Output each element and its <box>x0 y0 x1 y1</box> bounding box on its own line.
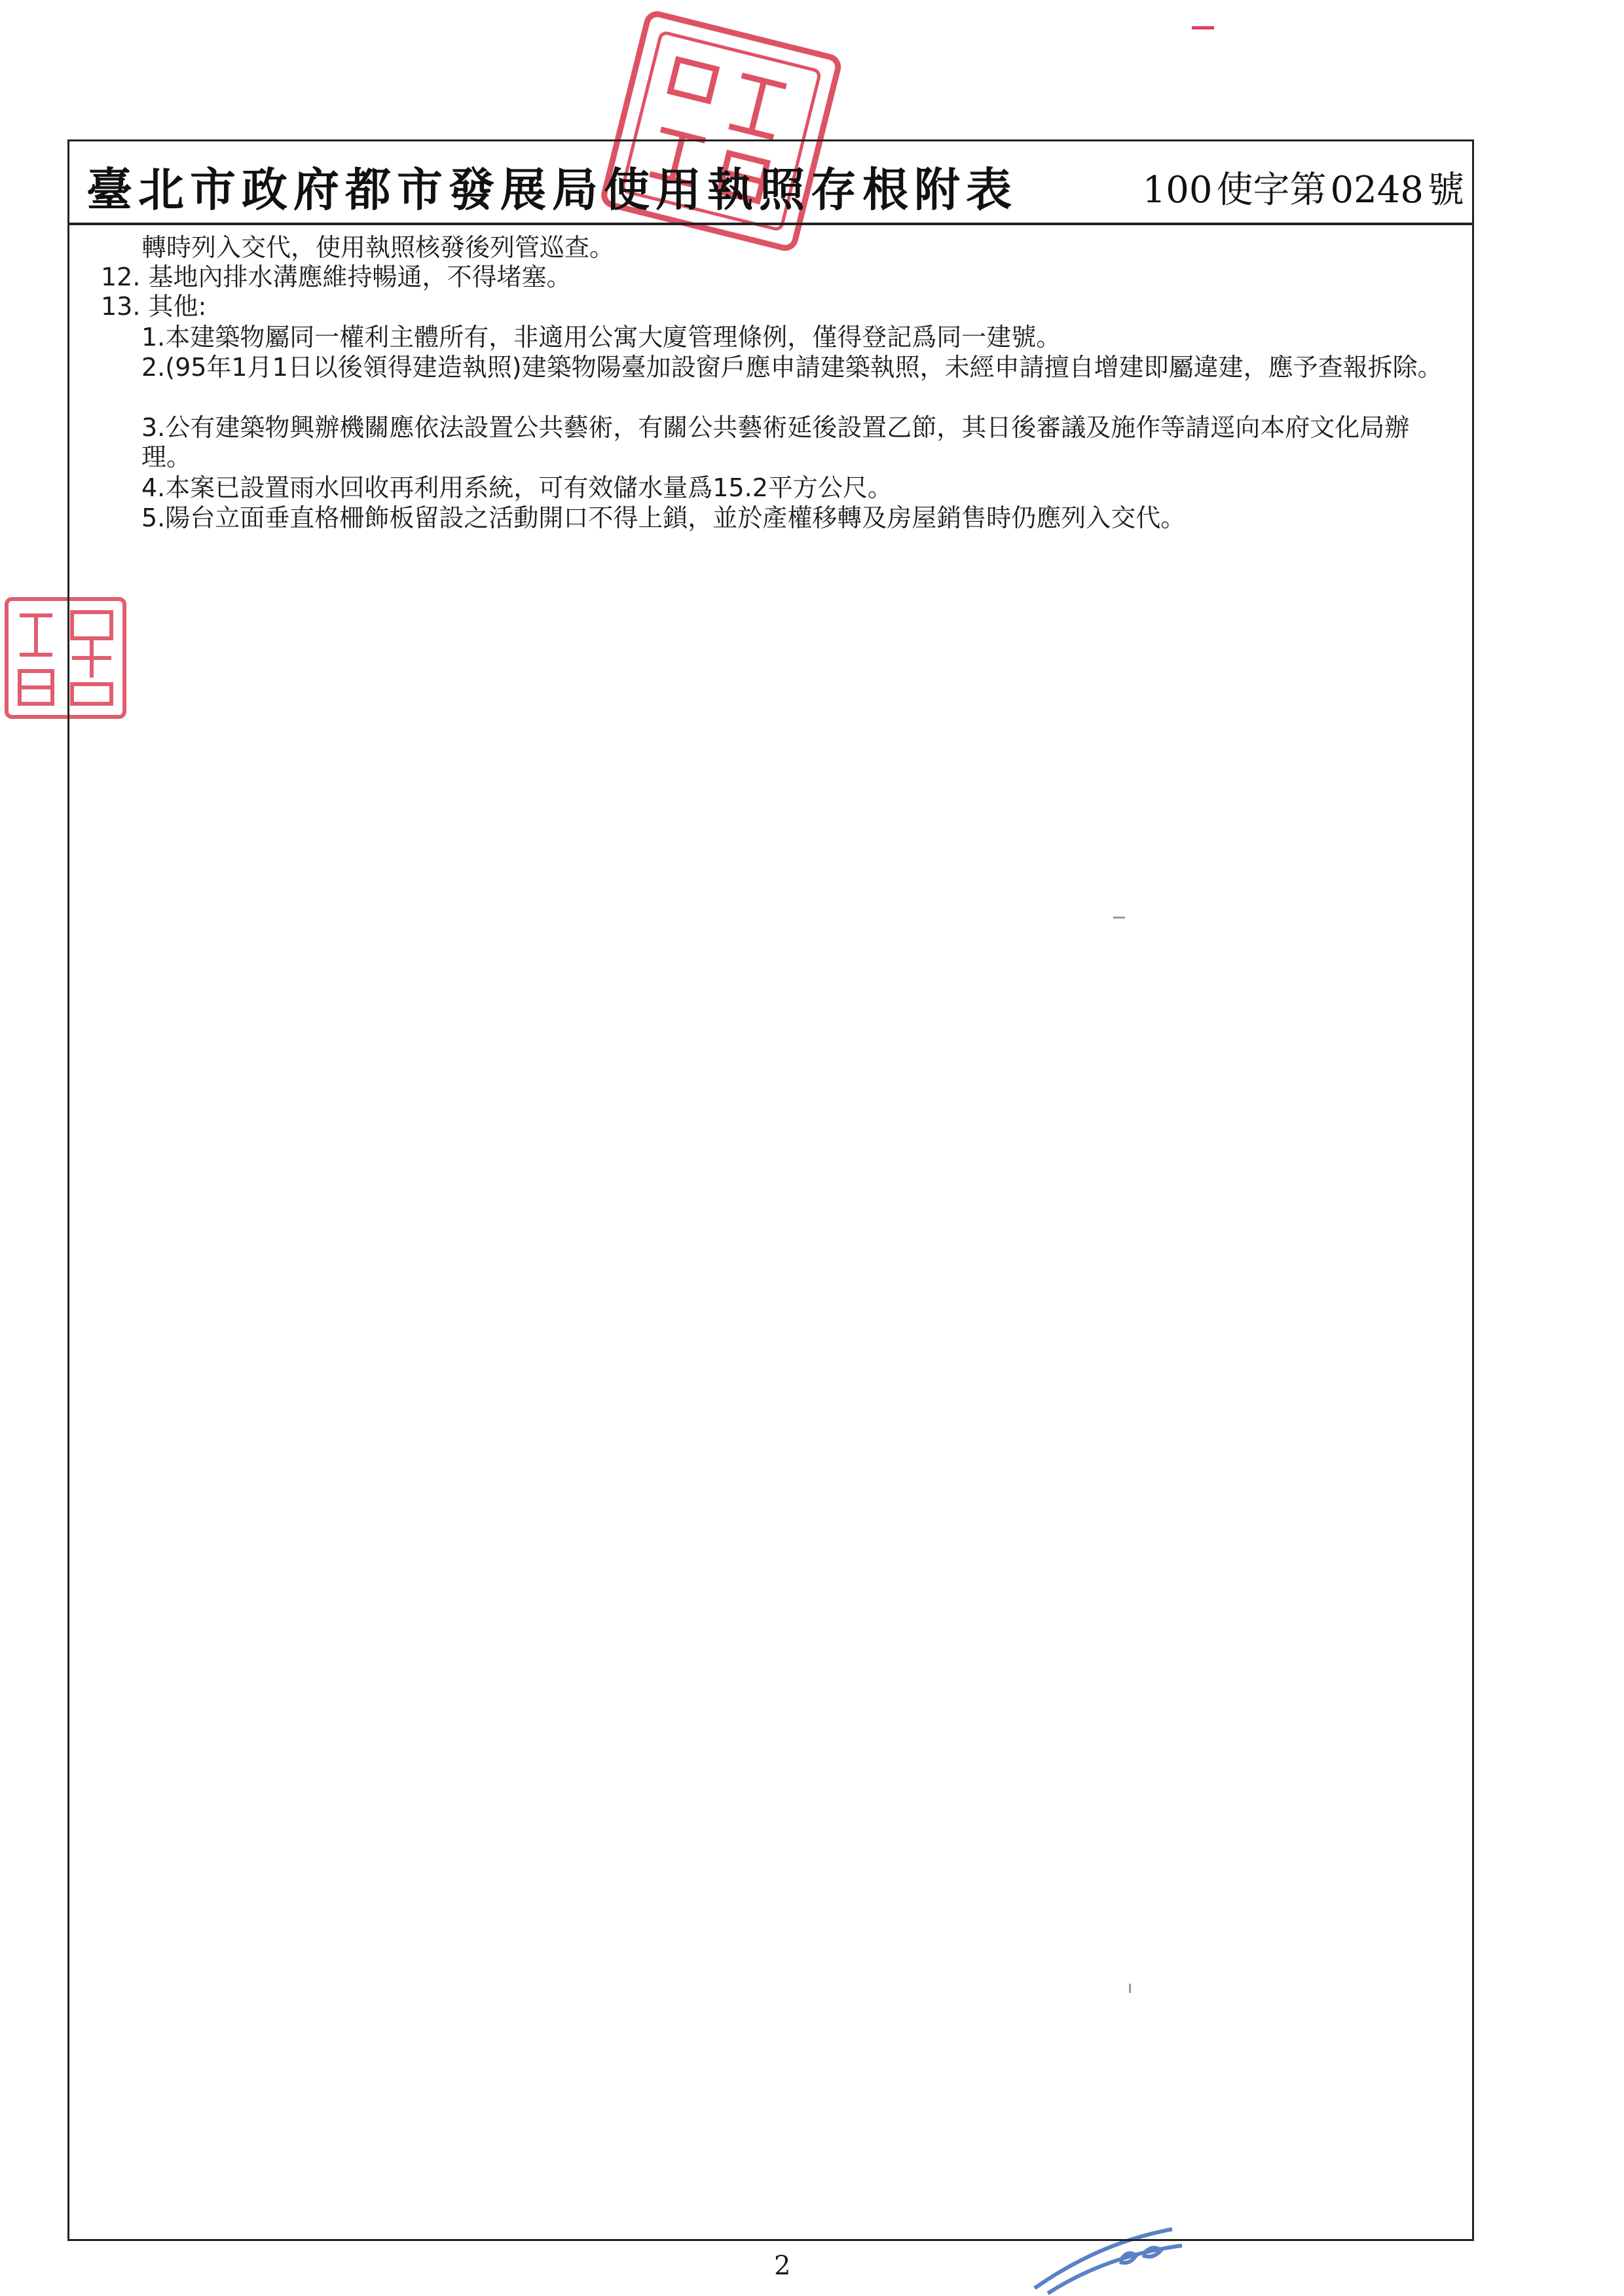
item-13-sub-2: 2.(95年1月1日以後領得建造執照)建築物陽臺加設窗戶應申請建築執照，未經申請擅自增建即屬違建，應予查報拆除。 <box>141 353 1443 382</box>
scan-mark <box>1192 26 1214 29</box>
item-13-sub-1: 1.本建築物屬同一權利主體所有，非適用公寓大廈管理條例，僅得登記爲同一建號。 <box>141 323 1061 352</box>
continuation-line: 轉時列入交代，使用執照核發後列管巡查。 <box>141 233 615 262</box>
title-bar <box>69 141 1472 225</box>
item-13-heading: 13. 其他: <box>101 292 207 321</box>
item-13-sub-4: 4.本案已設置雨水回收再利用系統，可有效儲水量爲15.2平方公尺。 <box>141 473 893 502</box>
doc-number-suffix: 號 <box>1428 169 1464 211</box>
doc-number-prefix: 使字第 <box>1216 169 1327 211</box>
item-12: 12. 基地內排水溝應維持暢通，不得堵塞。 <box>101 263 572 291</box>
doc-number-year: 100 <box>1142 169 1213 211</box>
item-13-sub-3: 3.公有建築物興辦機關應依法設置公共藝術，有關公共藝術延後設置乙節，其日後審議及施作等請逕向本府文化局辦理。 <box>141 413 1410 471</box>
document-frame <box>67 139 1474 2241</box>
page-number: 2 <box>774 2251 791 2281</box>
page-title: 臺北市政府都市發展局使用執照存根附表 <box>86 162 1018 217</box>
item-13-sub-5: 5.陽台立面垂直格柵飾板留設之活動開口不得上鎖，並於產權移轉及房屋銷售時仍應列入交代。 <box>141 503 1186 532</box>
doc-number-value: 0248 <box>1330 169 1424 211</box>
document-number <box>1139 161 1464 213</box>
